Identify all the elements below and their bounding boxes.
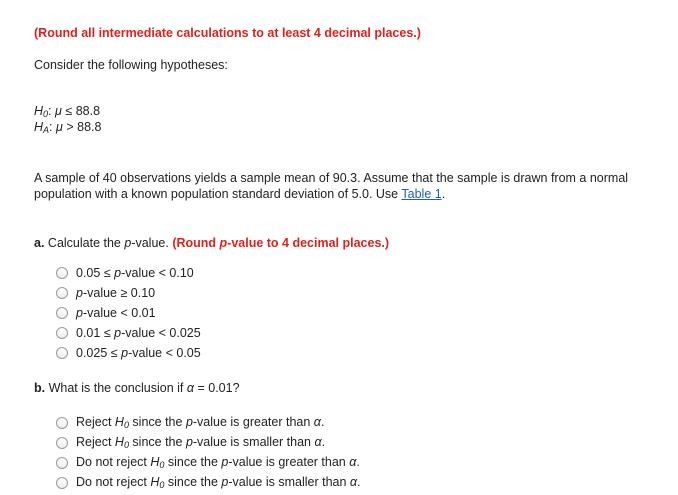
- option-label: 0.01 ≤ p-value < 0.025: [76, 326, 201, 340]
- radio-button[interactable]: [56, 327, 68, 339]
- radio-button[interactable]: [56, 417, 68, 429]
- part-b-question: b. What is the conclusion if α = 0.01?: [34, 381, 240, 395]
- problem-statement: [34, 170, 664, 202]
- radio-button[interactable]: [56, 437, 68, 449]
- null-hypothesis: $H_0$: μ ≤ 88.8: [34, 104, 101, 119]
- part-b-option[interactable]: [56, 435, 325, 450]
- part-a-option[interactable]: [56, 326, 201, 340]
- radio-button[interactable]: [56, 307, 68, 319]
- part-b-option[interactable]: [56, 415, 324, 430]
- part-b-option[interactable]: [56, 475, 361, 490]
- rounding-instruction: (Round all intermediate calculations to at least 4 decimal places.): [34, 26, 421, 40]
- option-label: p-value < 0.01: [76, 306, 156, 320]
- alternative-hypothesis: $H_A$: μ > 88.8: [34, 120, 102, 135]
- part-a-question: a. Calculate the p-value. (Round p-value to 4 decimal places.): [34, 236, 390, 250]
- radio-button[interactable]: [56, 287, 68, 299]
- part-a-option[interactable]: [56, 266, 194, 280]
- part-a-option[interactable]: [56, 306, 156, 320]
- radio-button[interactable]: [56, 457, 68, 469]
- radio-button[interactable]: [56, 347, 68, 359]
- option-label: Do not reject $H_0$ since the p-value is smaller than α.: [76, 475, 361, 490]
- option-label: Reject $H_0$ since the p-value is greater than α.: [76, 415, 325, 430]
- radio-button[interactable]: [56, 477, 68, 489]
- option-label: Do not reject $H_0$ since the p-value is greater than α.: [76, 455, 360, 470]
- problem-line-1: A sample of 40 observations yields a sample mean of 90.3. Assume that the sample is drawn from a normal: [34, 171, 629, 185]
- option-label: p-value ≥ 0.10: [76, 286, 156, 300]
- radio-button[interactable]: [56, 267, 68, 279]
- part-a-option[interactable]: [56, 286, 155, 300]
- problem-line-2: population with a known population standard deviation of 5.0. Use Table 1.: [34, 187, 446, 201]
- option-label: 0.05 ≤ p-value < 0.10: [76, 266, 194, 280]
- option-label: 0.025 ≤ p-value < 0.05: [76, 346, 201, 360]
- part-b-option[interactable]: [56, 455, 360, 470]
- table-1-link[interactable]: Table 1: [401, 187, 442, 201]
- part-a-option[interactable]: [56, 346, 201, 360]
- option-label: Reject $H_0$ since the p-value is smaller than α.: [76, 435, 326, 450]
- intro-text: Consider the following hypotheses:: [34, 58, 228, 72]
